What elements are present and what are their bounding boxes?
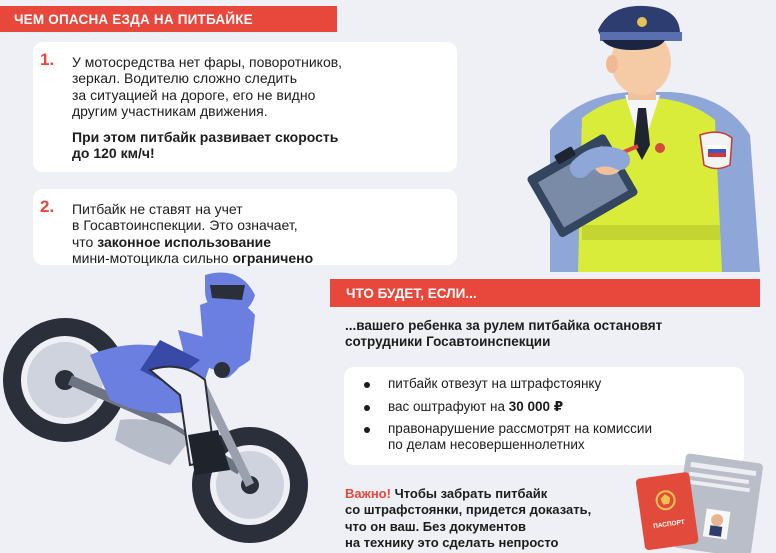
consequences-title: ЧТО БУДЕТ, ЕСЛИ... [330,279,760,307]
text-line: другим участникам движения. [72,102,268,119]
item-text: питбайк отвезут на штрафстоянку [388,376,602,391]
passport-label: ПАСПОРТ [652,518,686,531]
speed-warning: до 120 км/ч! [72,145,155,162]
list-item [358,421,652,452]
point-card-1 [33,42,457,172]
item-text: вас оштрафуют на [388,398,509,414]
item-text: правонарушение рассмотрят на комиссии [388,421,652,436]
point-number: 1. [40,50,55,69]
page-title: ЧЕМ ОПАСНА ЕЗДА НА ПИТБАЙКЕ [0,6,337,32]
fine-amount: 30 000 ₽ [508,398,564,414]
important-note [345,486,645,551]
text-line: на технику это сделать непросто [345,534,559,550]
text-line: зеркал. Водителю сложно следить [72,70,298,87]
list-item [358,376,652,392]
text-fragment: что [72,233,98,250]
text-fragment: мини-мотоцикла сильно [72,249,233,266]
documents-illustration [628,440,768,553]
text-fragment: Чтобы забрать питбайк [390,486,548,501]
point-card-2 [33,189,457,265]
consequences-list [358,376,652,459]
point-text [72,201,444,266]
point-text [72,54,444,162]
speed-warning: При этом питбайк развивает скорость [72,129,339,146]
text-line: Питбайк не ставят на учет [72,201,243,217]
text-emphasis: законное использование [97,233,272,250]
text-line: У мотосредства нет фары, поворотников, [72,54,343,70]
text-line [345,486,645,502]
text-line [72,234,444,250]
police-officer-illustration [520,0,776,272]
important-label: Важно! [345,486,391,501]
text-line: что он ваш. Без документов [345,518,527,534]
text-line: ...вашего ребенка за рулем питбайка остановят [345,318,663,333]
text-line [72,250,444,266]
consequences-intro [345,318,745,350]
point-number: 2. [40,197,55,216]
text-emphasis: ограничено [232,249,314,266]
pitbike-rider-illustration [0,270,330,553]
text-line: со штрафстоянки, придется доказать, [345,502,592,518]
text-line: в Госавтоинспекции. Это означает, [72,217,298,234]
text-line: сотрудники Госавтоинспекции [345,334,551,349]
text-line: за ситуацией на дороге, его не видно [72,86,316,103]
list-item [358,399,652,415]
item-text: по делам несовершеннолетних [388,436,585,452]
